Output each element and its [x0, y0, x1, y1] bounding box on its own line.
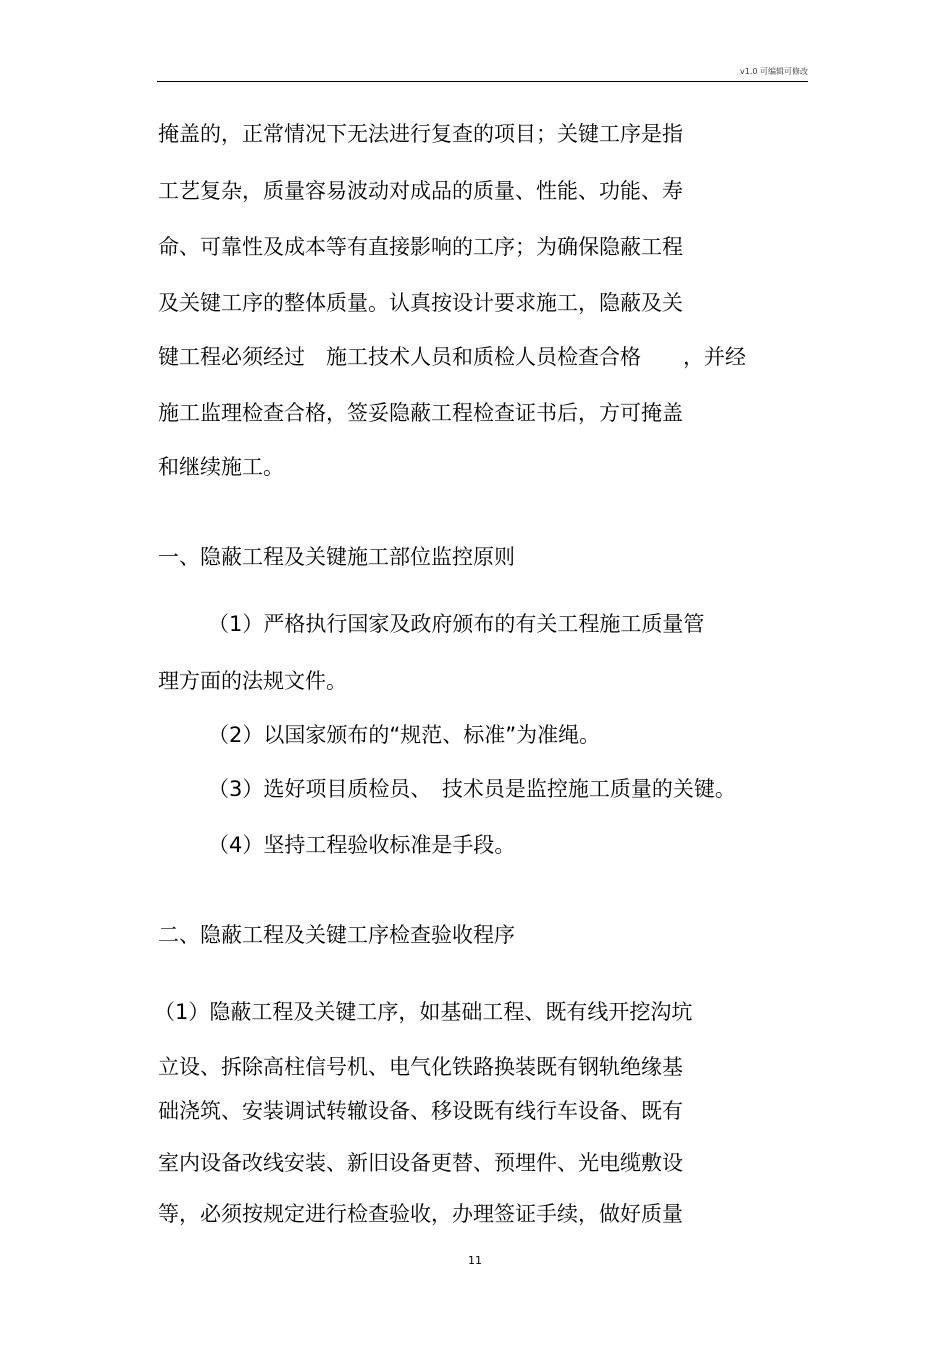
list-item: （2）以国家颁布的“规范、标准”为准绳。: [208, 723, 601, 747]
text-line: 础浇筑、安装调试转辙设备、移设既有线行车设备、既有: [158, 1099, 683, 1123]
text-line: 和继续施工。: [158, 455, 284, 479]
text-line: 施工监理检查合格，签妥隐蔽工程检查证书后，方可掩盖: [158, 401, 683, 425]
list-item: （4）坚持工程验收标准是手段。: [208, 833, 516, 857]
text-line: 掩盖的，正常情况下无法进行复查的项目；关键工序是指: [158, 122, 683, 146]
text-line: 室内设备改线安装、新旧设备更替、预埋件、光电缆敷设: [158, 1151, 683, 1175]
section-heading: 一、隐蔽工程及关键施工部位监控原则: [158, 545, 515, 569]
page-number: 11: [468, 1254, 482, 1267]
text-line: 立设、拆除高柱信号机、电气化铁路换装既有钢轨绝缘基: [158, 1055, 683, 1079]
section-heading: 二、隐蔽工程及关键工序检查验收程序: [158, 923, 515, 947]
header-divider: [157, 81, 808, 82]
list-item: （3）选好项目质检员、 技术员是监控施工质量的关键。: [208, 777, 736, 801]
text-line: 工艺复杂，质量容易波动对成品的质量、性能、功能、寿: [158, 179, 683, 203]
list-item: （1）严格执行国家及政府颁布的有关工程施工质量管: [208, 612, 705, 636]
version-tag: v1.0 可编辑可修改: [740, 67, 808, 76]
text-line: 及关键工序的整体质量。认真按设计要求施工，隐蔽及关: [158, 291, 683, 315]
text-line: 等，必须按规定进行检查验收，办理签证手续，做好质量: [158, 1202, 683, 1226]
text-line: （1）隐蔽工程及关键工序，如基础工程、既有线开挖沟坑: [154, 1000, 693, 1024]
text-line: 命、可靠性及成本等有直接影响的工序；为确保隐蔽工程: [158, 235, 683, 259]
list-item: 理方面的法规文件。: [158, 669, 347, 693]
text-line: 键工程必须经过 施工技术人员和质检人员检查合格 ，并经: [158, 345, 746, 369]
